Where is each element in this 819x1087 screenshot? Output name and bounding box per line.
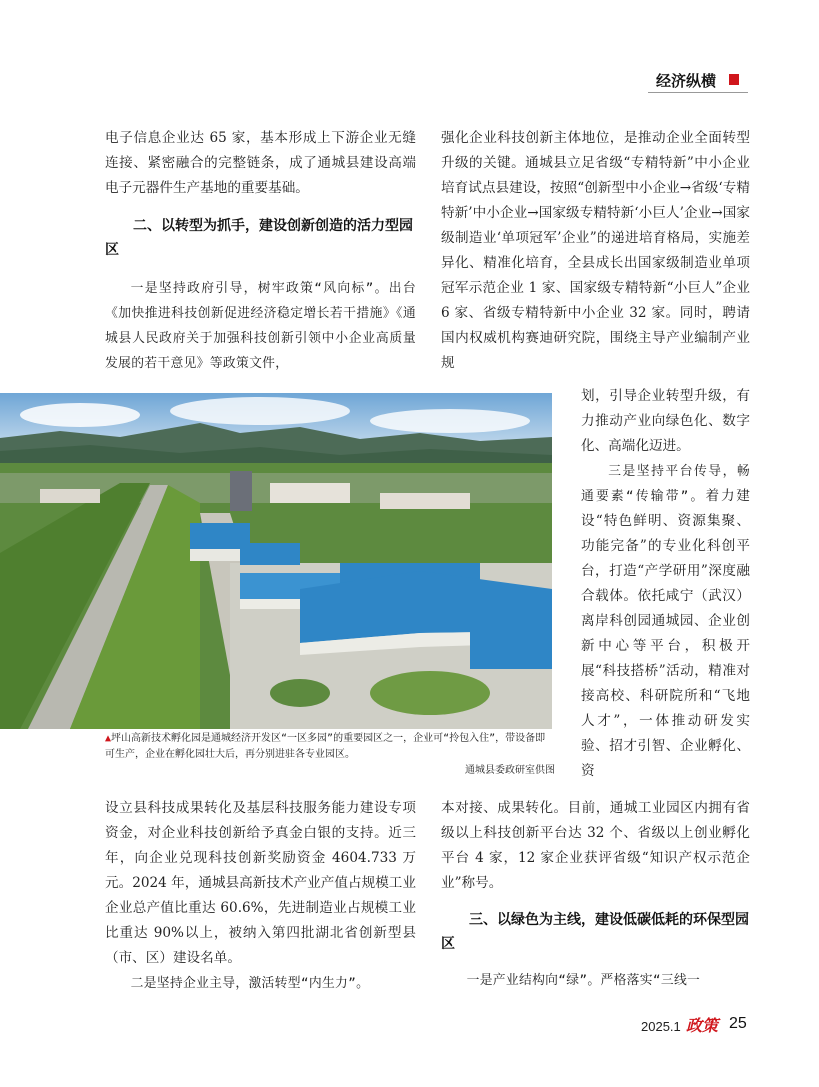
paragraph: 电子信息企业达 65 家，基本形成上下游企业无缝连接、紧密融合的完整链条，成了通城县建设高端电子元器件生产基地的重要基础。 — [105, 130, 416, 196]
header-rule — [648, 92, 748, 93]
caption-marker-icon: ▲ — [105, 733, 112, 744]
section-header-title: 经济纵横 — [656, 72, 717, 90]
paragraph: 二是坚持企业主导，激活转型“内生力”。 — [130, 976, 370, 991]
photo-credit: 通城县委政研室供图 — [465, 765, 555, 776]
right-column-top — [441, 126, 750, 376]
page-number: 25 — [729, 1015, 747, 1032]
paragraph — [581, 459, 750, 784]
section-heading-3: 三、以绿色为主线，建设低碳低耗的环保型园区 — [441, 912, 749, 952]
issue-date: 2025.1 — [641, 1019, 681, 1034]
section-marker-square — [729, 74, 739, 85]
paragraph: 设立县科技成果转化及基层科技服务能力建设专项资金，对企业科技创新给予真金白银的支持。近三年，向企业兑现科技创新奖励资金 4604.733 万元。2024 年，通城县高新技术产业产值占规模工业企业总产值比重达 60.6%，先进制造业占规模工业比重达 90%以上，被纳入第四批湖北省创新型县（市、区）建设名单。 — [105, 800, 416, 966]
right-column-narrow — [581, 384, 750, 784]
paragraph: 一是坚持政府引导，树牢政策“风向标”。出台《加快推进科技创新促进经济稳定增长若干措施》《通城县人民政府关于加强科技创新引领中小企业高质量发展的若干意见》等政策文件， — [105, 281, 416, 371]
section-heading-2: 二、以转型为抓手，建设创新创造的活力型园区 — [105, 218, 413, 258]
left-column-bottom — [105, 796, 416, 996]
paragraph: 一是产业结构向“绿”。严格落实“三线一 — [466, 973, 701, 988]
caption-text: 坪山高新技术孵化园是通城经济开发区“一区多园”的重要园区之一，企业可“拎包入住”，带设备即可生产，企业在孵化园壮大后，再分别进驻各专业园区。 — [105, 733, 546, 760]
lead-sentence: 三是坚持平台传导，畅通要素“传输带”。 — [581, 464, 750, 504]
paragraph-body: 着力建设“特色鲜明、资源集聚、功能完备”的专业化科创平台，打造“产学研用”深度融合载体。依托咸宁（武汉）离岸科创园通城园、企业创新中心等平台，积极开展“科技搭桥”活动，精准对接高校、科研院所和“飞地人才”，一体推动研发实验、招才引智、企业孵化、资 — [581, 488, 751, 779]
magazine-logo: 政策 — [686, 1016, 719, 1035]
aerial-photo-illustration — [0, 393, 552, 729]
paragraph: 强化企业科技创新主体地位，是推动企业全面转型升级的关键。通城县立足省级“专精特新”中小企业培育试点县建设，按照“创新型中小企业→省级‘专精特新’中小企业→国家级专精特新‘小巨人’企业→国家级制造业‘单项冠军’企业”的递进培育格局，实施差异化、精准化培育，全县成长出国家级制造业单项冠军示范企业 1 家、国家级专精特新“小巨人”企业 6 家、省级专精特新中小企业 32 家。同时，聘请国内权威机构赛迪研究院，围绕主导产业编制产业规 — [441, 130, 750, 371]
paragraph: 划，引导企业转型升级，有力推动产业向绿色化、数字化、高端化迈进。 — [581, 388, 750, 454]
photo-caption — [105, 731, 555, 779]
industrial-park-aerial-photo — [0, 393, 552, 729]
left-column-top — [105, 126, 416, 376]
paragraph: 本对接、成果转化。目前，通城工业园区内拥有省级以上科技创新平台达 32 个、省级以上创业孵化平台 4 家，12 家企业获评省级“知识产权示范企业”称号。 — [441, 800, 750, 891]
right-column-bottom — [441, 796, 750, 993]
